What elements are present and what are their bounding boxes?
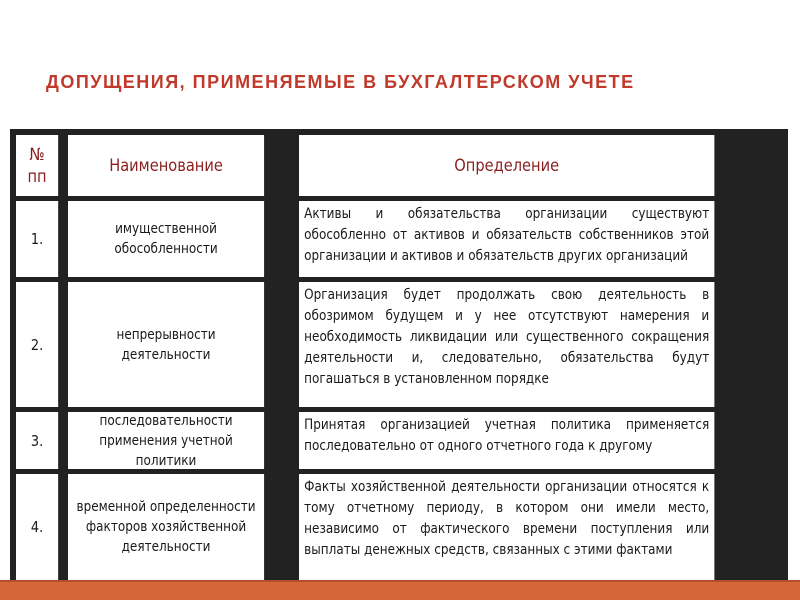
header-definition: Определение bbox=[299, 135, 714, 196]
slide-title: ДОПУЩЕНИЯ, ПРИМЕНЯЕМЫЕ В БУХГАЛТЕРСКОМ УЧЕТЕ bbox=[46, 72, 635, 92]
row-1-num: 1. bbox=[16, 201, 58, 277]
row-1-name: имущественной обособленности bbox=[68, 201, 264, 277]
row-3-definition: Принятая организацией учетная политика применяется последовательно от одного отчетного года к другому bbox=[299, 412, 714, 469]
row-4-name: временной определенности факторов хозяйственной деятельности bbox=[68, 474, 264, 580]
row-4-definition: Факты хозяйственной деятельности организации относятся к тому отчетному периоду, в котором они имели место, независимо от фактического времени поступления или выплаты денежных средств, связанных с этими фактами bbox=[299, 474, 714, 580]
footer-divider bbox=[0, 580, 800, 582]
header-num bbox=[16, 135, 58, 196]
row-4-num: 4. bbox=[16, 474, 58, 580]
header-num-line2: пп bbox=[27, 166, 47, 187]
assumptions-table bbox=[10, 129, 788, 580]
row-2-num: 2. bbox=[16, 282, 58, 407]
row-3-num: 3. bbox=[16, 412, 58, 469]
header-name: Наименование bbox=[68, 135, 264, 196]
row-2-name: непрерывности деятельности bbox=[68, 282, 264, 407]
row-2-definition: Организация будет продолжать свою деятельность в обозримом будущем и у нее отсутствуют намерения и необходимость ликвидации или существенного сокращения деятельности и, следовательно, обязательства будут погашаться в установленном порядке bbox=[299, 282, 714, 407]
row-1-definition: Активы и обязательства организации существуют обособленно от активов и обязательств собственников этой организации и активов и обязательств других организаций bbox=[299, 201, 714, 277]
header-num-line1: № bbox=[29, 144, 45, 165]
row-3-name: последовательности применения учетной политики bbox=[68, 412, 264, 469]
footer-bar bbox=[0, 580, 800, 600]
